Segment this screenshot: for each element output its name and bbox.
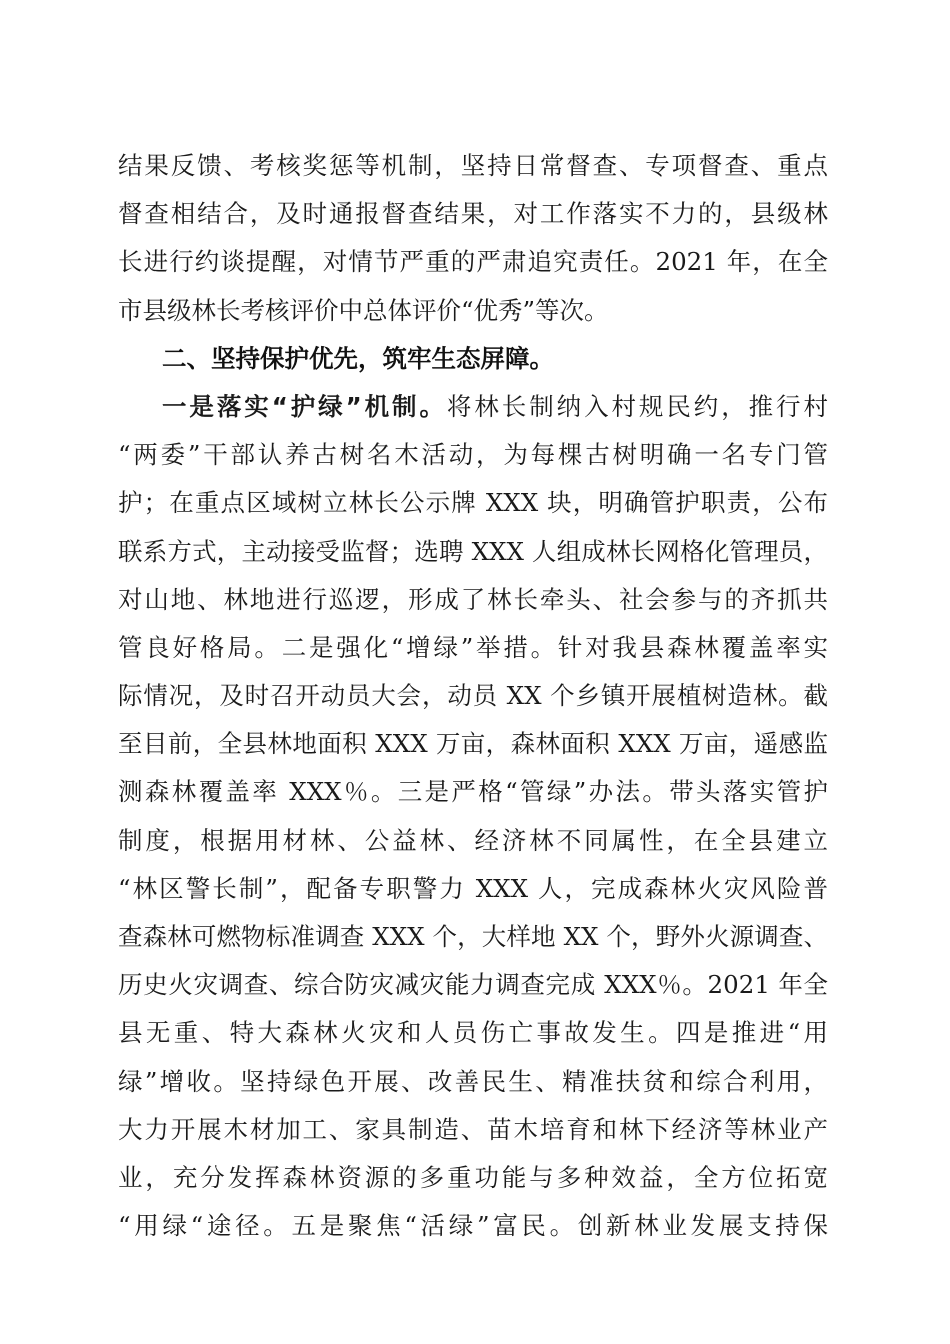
paragraph-line: 际情况，及时召开动员大会，动员 XX 个乡镇开展植树造林。截 [118,681,828,711]
paragraph-line: 县无重、特大森林火灾和人员伤亡事故发生。四是推进“用 [118,1018,828,1048]
paragraph-line: 绿”增收。坚持绿色开展、改善民生、精准扶贫和综合利用， [118,1066,828,1096]
paragraph-line: 大力开展木材加工、家具制造、苗木培育和林下经济等林业产 [118,1114,828,1144]
paragraph-line: 制度，根据用材林、公益林、经济林不同属性，在全县建立 [118,825,828,855]
paragraph-line: 至目前，全县林地面积 XXX 万亩，森林面积 XXX 万亩，遥感监 [118,729,828,759]
paragraph-line: 督查相结合，及时通报督查结果，对工作落实不力的，县级林 [118,199,828,229]
paragraph-line: 结果反馈、考核奖惩等机制，坚持日常督查、专项督查、重点 [118,151,828,180]
paragraph-line: 管良好格局。二是强化“增绿”举措。针对我县森林覆盖率实 [118,632,828,662]
paragraph-line: 历史火灾调查、综合防灾减灾能力调查完成 XXX％。2021 年全 [118,970,828,1000]
paragraph-lead: 一是落实“护绿”机制。 [162,391,447,421]
paragraph-line: “用绿“途径。五是聚焦“活绿”富民。创新林业发展支持保 [118,1211,828,1241]
section-heading: 二、坚持保护优先，筑牢生态屏障。 [162,343,554,373]
paragraph-line: 对山地、林地进行巡逻，形成了林长牵头、社会参与的齐抓共 [118,584,828,614]
paragraph-line: 市县级林长考核评价中总体评价“优秀”等次。 [118,295,609,325]
paragraph-line: 联系方式，主动接受监督；选聘 XXX 人组成林长网格化管理员， [118,536,828,566]
paragraph-line: 查森林可燃物标准调查 XXX 个，大样地 XX 个，野外火源调查、 [118,922,828,951]
paragraph-line: “两委”干部认养古树名木活动，为每棵古树明确一名专门管 [118,440,828,470]
document-body [118,142,828,1250]
paragraph-line-rest: 将林长制纳入村规民约，推行村 [446,391,828,421]
paragraph-line: 长进行约谈提醒，对情节严重的严肃追究责任。2021 年，在全 [118,247,828,277]
paragraph-line: 测森林覆盖率 XXX％。三是严格“管绿”办法。带头落实管护 [118,777,828,807]
paragraph-line: 业，充分发挥森林资源的多重功能与多种效益，全方位拓宽 [118,1162,828,1192]
paragraph-line: 护；在重点区域树立林长公示牌 XXX 块，明确管护职责，公布 [118,488,828,518]
paragraph-line: “林区警长制”，配备专职警力 XXX 人，完成森林火灾风险普 [118,873,828,903]
paragraph-first-line [118,383,828,431]
